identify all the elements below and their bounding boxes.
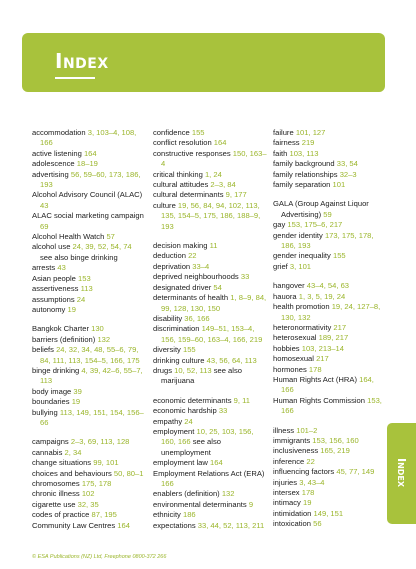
index-entry <box>153 251 267 261</box>
index-entry <box>32 408 144 429</box>
index-term: campaigns <box>32 437 69 447</box>
index-term: gender identity <box>273 230 323 240</box>
index-term: faith <box>273 148 288 158</box>
index-page-refs[interactable]: 9, 11 <box>233 395 250 405</box>
index-page-refs[interactable]: 1, 24 <box>204 169 222 179</box>
index-entry <box>273 467 385 477</box>
index-page-refs[interactable]: 54 <box>213 282 222 292</box>
index-term: codes of practice <box>32 510 90 520</box>
index-term: family relationships <box>273 169 338 179</box>
index-page-refs[interactable]: 10, 25, 103, 156, 160, 166 <box>161 426 254 447</box>
index-entry <box>153 180 267 190</box>
index-page-refs[interactable]: 164 <box>210 458 223 468</box>
index-entry <box>32 448 144 458</box>
index-term: ALAC social marketing campaign <box>32 211 144 221</box>
index-term: Alcohol Advisory Council (ALAC) <box>32 190 143 200</box>
index-term: ethnicity <box>153 510 181 520</box>
index-entry <box>153 272 267 282</box>
index-term: grief <box>273 261 288 271</box>
index-term: expectations <box>153 520 196 530</box>
index-entry <box>273 231 385 252</box>
index-page-refs[interactable]: 32, 35 <box>77 499 99 509</box>
index-term: intimacy <box>273 498 301 508</box>
index-page-refs[interactable]: 57 <box>106 232 115 242</box>
index-page-refs[interactable]: 33 <box>240 272 250 282</box>
index-entry <box>32 242 144 263</box>
index-page-refs[interactable]: 219 <box>301 138 315 148</box>
index-entry <box>153 458 267 468</box>
index-entry <box>273 446 385 456</box>
index-term: discrimination <box>153 324 200 334</box>
index-entry <box>153 314 267 324</box>
index-entry <box>32 397 144 407</box>
index-term: confidence <box>153 128 190 137</box>
index-page-refs[interactable]: 132 <box>97 334 111 344</box>
index-entry <box>273 488 385 498</box>
letter-group-gap <box>32 428 144 437</box>
index-term: immigrants <box>273 435 311 445</box>
index-term: cultural attitudes <box>153 180 209 190</box>
index-column-1 <box>32 128 144 531</box>
index-term: gay <box>273 220 286 230</box>
index-term: heterosexual <box>273 333 317 343</box>
index-page-refs[interactable]: 33–4 <box>192 261 210 271</box>
index-term: Employment Relations Act (ERA) <box>153 468 265 478</box>
index-term: hormones <box>273 364 307 374</box>
index-page-refs[interactable]: 2–3, 69, 113, 128 <box>70 437 130 447</box>
index-entry <box>273 149 385 159</box>
index-entry <box>32 335 144 345</box>
index-term: choices and behaviours <box>32 468 112 478</box>
index-term: empathy <box>153 416 183 426</box>
index-page-refs[interactable]: 189, 217 <box>318 333 349 343</box>
index-page-refs[interactable]: 155 <box>332 251 346 261</box>
index-term: chromosomes <box>32 479 80 488</box>
index-term: autonomy <box>32 304 66 314</box>
index-entry <box>32 232 144 242</box>
index-term: inference <box>273 456 305 466</box>
index-term: determinants of health <box>153 293 229 303</box>
index-term: family background <box>273 159 335 169</box>
index-term: advertising <box>32 169 69 179</box>
index-term: boundaries <box>32 397 70 407</box>
index-page-refs[interactable]: 103, 213–14 <box>301 343 344 353</box>
index-page-refs[interactable]: 153, 156, 160 <box>312 435 359 445</box>
index-page-refs[interactable]: 43 <box>40 200 49 210</box>
index-term: deprived neighbourhoods <box>153 272 239 282</box>
index-entry <box>273 281 385 291</box>
index-term: illness <box>273 425 295 435</box>
index-page-refs[interactable]: 4, 39, 42–6, 55–7, 113 <box>40 365 143 386</box>
index-page-refs[interactable]: 56, 59–60, 173, 186, 193 <box>40 169 141 190</box>
index-page-refs[interactable]: 175, 178 <box>81 479 112 488</box>
index-entry <box>32 437 144 447</box>
index-term: hobbies <box>273 343 300 353</box>
index-entry <box>32 479 144 489</box>
index-term: employment <box>153 426 195 436</box>
index-entry <box>153 396 267 406</box>
index-entry <box>273 396 385 417</box>
index-term: change situations <box>32 458 92 468</box>
index-entry <box>32 295 144 305</box>
index-entry <box>32 263 144 273</box>
index-entry <box>32 305 144 315</box>
index-term: enablers (definition) <box>153 489 220 499</box>
index-term: conflict resolution <box>153 138 212 148</box>
index-page-refs[interactable]: 101 <box>332 180 346 190</box>
index-term: accommodation <box>32 128 86 137</box>
index-entry <box>153 170 267 180</box>
letter-group-gap <box>273 417 385 426</box>
index-entry <box>32 324 144 334</box>
index-page-refs[interactable]: 173, 175, 178, 186, 193 <box>281 230 374 251</box>
index-entry <box>32 274 144 284</box>
index-term: diversity <box>153 345 181 355</box>
index-entry <box>273 323 385 333</box>
index-page-refs[interactable]: 56 <box>313 519 322 529</box>
index-entry <box>273 220 385 230</box>
index-entry <box>273 199 385 220</box>
index-entry <box>273 344 385 354</box>
index-page-refs[interactable]: 186 <box>182 510 196 520</box>
index-entry <box>273 354 385 364</box>
index-term: hauora <box>273 291 297 301</box>
index-term: critical thinking <box>153 169 203 179</box>
index-term: cannabis <box>32 447 63 457</box>
index-see-also: see also marijuana <box>161 365 242 386</box>
index-page-refs[interactable]: 166 <box>161 479 174 488</box>
index-entry <box>273 457 385 467</box>
index-entry <box>32 366 144 387</box>
index-term: economic determinants <box>153 395 232 405</box>
index-entry <box>273 302 385 323</box>
index-page-refs[interactable]: 217 <box>333 322 347 332</box>
index-page-refs[interactable]: 102 <box>81 489 95 499</box>
index-page-refs[interactable]: 113 <box>80 284 93 294</box>
index-see-also: see also binge drinking <box>40 252 118 262</box>
index-page-refs[interactable]: 45, 77, 149 <box>336 467 375 477</box>
index-term: disability <box>153 313 183 323</box>
index-entry <box>32 211 144 232</box>
index-page-refs[interactable]: 19 <box>302 498 312 508</box>
index-term: Bangkok Charter <box>32 324 89 334</box>
index-entry <box>153 241 267 251</box>
index-page-refs[interactable]: 50, 80–1 <box>113 468 144 478</box>
title-underline <box>55 77 95 79</box>
index-page-refs[interactable]: 87, 195 <box>91 510 117 520</box>
index-term: adolescence <box>32 159 75 169</box>
index-term: Community Law Centres <box>32 520 116 530</box>
side-tab-label: Index <box>395 458 408 488</box>
index-see-also: see also unemployment <box>161 437 221 457</box>
index-entry <box>273 180 385 190</box>
index-page-refs[interactable]: 217 <box>316 354 329 364</box>
index-term: bullying <box>32 407 58 417</box>
index-term: employment law <box>153 458 208 468</box>
letter-group-gap <box>273 272 385 281</box>
index-entry <box>153 128 267 138</box>
index-entry <box>273 292 385 302</box>
index-term: influencing factors <box>273 467 335 477</box>
index-term: economic hardship <box>153 406 217 416</box>
index-page-refs[interactable]: 43–4, 54, 63 <box>306 281 350 291</box>
index-entry <box>153 262 267 272</box>
index-page-refs[interactable]: 24, 39, 52, 54, 74 <box>72 242 132 252</box>
index-term: fairness <box>273 138 300 148</box>
index-page-refs[interactable]: 164 <box>213 138 227 148</box>
index-page-refs[interactable]: 150, 163–4 <box>161 148 267 169</box>
index-term: deduction <box>153 251 186 261</box>
index-page-refs[interactable]: 2–3, 84 <box>210 180 236 190</box>
index-entry <box>153 138 267 148</box>
index-page-refs[interactable]: 19, 56, 84, 94, 102, 113, 135, 154–5, 175, 186, 188–9, 193 <box>161 200 261 231</box>
index-column-2 <box>153 128 267 531</box>
index-entry <box>32 510 144 520</box>
index-term: culture <box>153 200 176 210</box>
index-entry <box>273 333 385 343</box>
index-term: Human Rights Act (HRA) <box>273 374 357 384</box>
index-term: intimidation <box>273 508 312 518</box>
index-term: decision making <box>153 241 208 251</box>
index-term: intoxication <box>273 519 311 529</box>
index-entry <box>153 324 267 345</box>
index-term: assumptions <box>32 294 75 304</box>
index-term: hangover <box>273 281 305 291</box>
index-page-refs[interactable]: 130 <box>91 324 104 334</box>
index-page-refs[interactable]: 32–3 <box>339 169 357 179</box>
index-page-refs[interactable]: 9 <box>248 499 254 509</box>
index-page-refs[interactable]: 9, 177 <box>225 190 247 200</box>
index-entry <box>32 469 144 479</box>
index-entry <box>273 509 385 519</box>
index-entry <box>273 436 385 446</box>
index-page-refs[interactable]: 3, 103–4, 108, 166 <box>40 128 137 148</box>
index-page-refs[interactable]: 101–2 <box>296 425 318 435</box>
index-page-refs[interactable]: 103, 113 <box>289 148 319 158</box>
index-page-refs[interactable]: 1, 3, 5, 19, 24 <box>298 291 346 301</box>
index-page-refs[interactable]: 153, 166 <box>281 395 382 416</box>
index-term: alcohol use <box>32 242 71 252</box>
index-entry <box>273 498 385 508</box>
index-page-refs[interactable]: 3, 101 <box>289 261 312 271</box>
index-page-refs[interactable]: 43, 56, 64, 113 <box>206 355 257 365</box>
index-entry <box>32 345 144 366</box>
index-entry <box>32 500 144 510</box>
index-term: Asian people <box>32 273 76 283</box>
index-term: assertiveness <box>32 284 79 294</box>
index-entry <box>273 375 385 396</box>
index-term: environmental determinants <box>153 499 247 509</box>
index-term: arrests <box>32 263 56 273</box>
index-entry <box>153 489 267 499</box>
index-page-refs[interactable]: 153 <box>78 273 91 283</box>
index-term: failure <box>273 128 294 137</box>
index-term: intersex <box>273 488 300 497</box>
index-page-refs[interactable]: 149, 151 <box>313 508 344 518</box>
index-entry <box>32 170 144 191</box>
index-entry <box>153 190 267 200</box>
index-entry <box>273 170 385 180</box>
index-page-refs[interactable]: 155 <box>191 128 205 137</box>
index-term: heteronormativity <box>273 322 332 332</box>
index-term: barriers (definition) <box>32 334 96 344</box>
index-entry <box>153 510 267 520</box>
index-entry <box>273 138 385 148</box>
footer-copyright: © ESA Publications (NZ) Ltd, Freephone 0800-372 266 <box>32 554 167 560</box>
index-entry <box>32 159 144 169</box>
index-term: cultural determinants <box>153 190 224 200</box>
letter-group-gap <box>153 387 267 396</box>
index-page-refs[interactable]: 99, 101 <box>93 458 119 468</box>
index-term: designated driver <box>153 282 212 292</box>
index-term: constructive responses <box>153 148 231 158</box>
index-page-refs[interactable]: 18–19 <box>76 159 98 169</box>
index-page-refs[interactable]: 1, 8–9, 84, 99, 128, 130, 150 <box>161 293 267 313</box>
index-page-refs[interactable]: 2, 34 <box>64 447 82 457</box>
index-banner <box>22 33 385 92</box>
index-page-refs[interactable]: 165, 219 <box>320 446 350 456</box>
index-entry <box>273 365 385 375</box>
index-page-refs[interactable]: 39 <box>73 386 82 396</box>
index-term: Human Rights Commission <box>273 395 365 405</box>
index-page-refs[interactable]: 164 <box>117 520 130 530</box>
index-term: Alcohol Health Watch <box>32 232 105 242</box>
index-entry <box>32 489 144 499</box>
index-page-refs[interactable]: 11 <box>209 241 218 251</box>
index-entry <box>32 284 144 294</box>
index-page-refs[interactable]: 178 <box>308 364 322 374</box>
index-page-refs[interactable]: 36, 166 <box>184 313 210 323</box>
index-entry <box>32 387 144 397</box>
index-entry <box>32 128 144 149</box>
index-page-refs[interactable]: 22 <box>188 251 197 261</box>
index-term: homosexual <box>273 354 314 364</box>
index-page-refs[interactable]: 3, 43–4 <box>299 477 325 487</box>
index-page-refs[interactable]: 22 <box>306 456 315 466</box>
index-entry <box>273 159 385 169</box>
letter-group-gap <box>273 190 385 199</box>
index-entry <box>153 345 267 355</box>
index-page-refs[interactable]: 24, 32, 34, 48, 55–6, 79, 84, 111, 113, 154–5, 166, 175 <box>40 345 140 365</box>
index-column-3 <box>273 128 385 530</box>
index-page-refs[interactable]: 59 <box>323 209 332 219</box>
index-page-refs[interactable]: 101, 127 <box>295 128 326 137</box>
index-entry <box>153 427 267 458</box>
index-page-refs[interactable]: 24 <box>184 416 193 426</box>
index-term: deprivation <box>153 261 191 271</box>
index-entry <box>153 521 267 531</box>
index-page-refs[interactable]: 24 <box>76 294 86 304</box>
index-term: gender inequality <box>273 251 331 261</box>
index-entry <box>153 283 267 293</box>
index-entry <box>153 417 267 427</box>
index-term: inclusiveness <box>273 446 319 456</box>
index-entry <box>32 149 144 159</box>
index-term: family separation <box>273 180 331 190</box>
index-page-refs[interactable]: 113, 149, 151, 154, 156–66 <box>40 407 144 427</box>
index-entry <box>273 128 385 138</box>
index-term: drinking culture <box>153 355 205 365</box>
side-tab[interactable] <box>387 423 416 524</box>
index-term: binge drinking <box>32 365 80 375</box>
index-entry <box>273 426 385 436</box>
letter-group-gap <box>153 232 267 241</box>
index-page-refs[interactable]: 69 <box>40 221 49 231</box>
index-term: body image <box>32 386 72 396</box>
index-page-refs[interactable]: 178 <box>301 488 315 497</box>
index-term: beliefs <box>32 345 54 355</box>
index-page-refs[interactable]: 19 <box>71 397 81 407</box>
index-entry <box>273 519 385 529</box>
index-entry <box>273 262 385 272</box>
index-page-refs[interactable]: 155 <box>182 345 196 355</box>
index-entry <box>153 356 267 366</box>
index-page-refs[interactable]: 132 <box>221 489 235 499</box>
index-entry <box>153 469 267 490</box>
index-term: injuries <box>273 477 298 487</box>
index-term: cigarette use <box>32 499 76 509</box>
index-term: active listening <box>32 148 82 158</box>
index-entry <box>153 366 267 387</box>
index-entry <box>153 149 267 170</box>
index-entry <box>32 458 144 468</box>
index-page-refs[interactable]: 10, 52, 113 <box>174 365 212 375</box>
index-page-refs[interactable]: 19, 24, 127–8, 130, 132 <box>281 302 381 322</box>
index-page-refs[interactable]: 33 <box>218 406 228 416</box>
index-entry <box>153 293 267 314</box>
index-page-refs[interactable]: 19 <box>67 304 76 314</box>
index-page-refs[interactable]: 33, 54 <box>336 159 358 169</box>
index-entry <box>273 478 385 488</box>
index-entry <box>32 521 144 531</box>
index-page-refs[interactable]: 153, 175–6, 217 <box>287 220 343 230</box>
index-term: health promotion <box>273 302 330 312</box>
page-title: Index <box>55 49 109 73</box>
index-term: GALA (Group Against Liquor Advertising) <box>273 199 369 219</box>
index-term: drugs <box>153 365 172 375</box>
index-entry <box>32 190 144 211</box>
index-entry <box>153 406 267 416</box>
letter-group-gap <box>32 315 144 324</box>
index-entry <box>153 201 267 232</box>
index-page-refs[interactable]: 149–51, 153–4, 156, 159–60, 163–4, 166, 219 <box>161 324 263 344</box>
index-entry <box>153 500 267 510</box>
index-page-refs[interactable]: 164 <box>83 148 97 158</box>
index-page-refs[interactable]: 43 <box>57 263 66 273</box>
index-term: chronic illness <box>32 489 80 499</box>
index-page-refs[interactable]: 164, 166 <box>281 374 374 395</box>
index-entry <box>273 251 385 261</box>
index-page-refs[interactable]: 33, 44, 52, 113, 211 <box>197 520 265 530</box>
